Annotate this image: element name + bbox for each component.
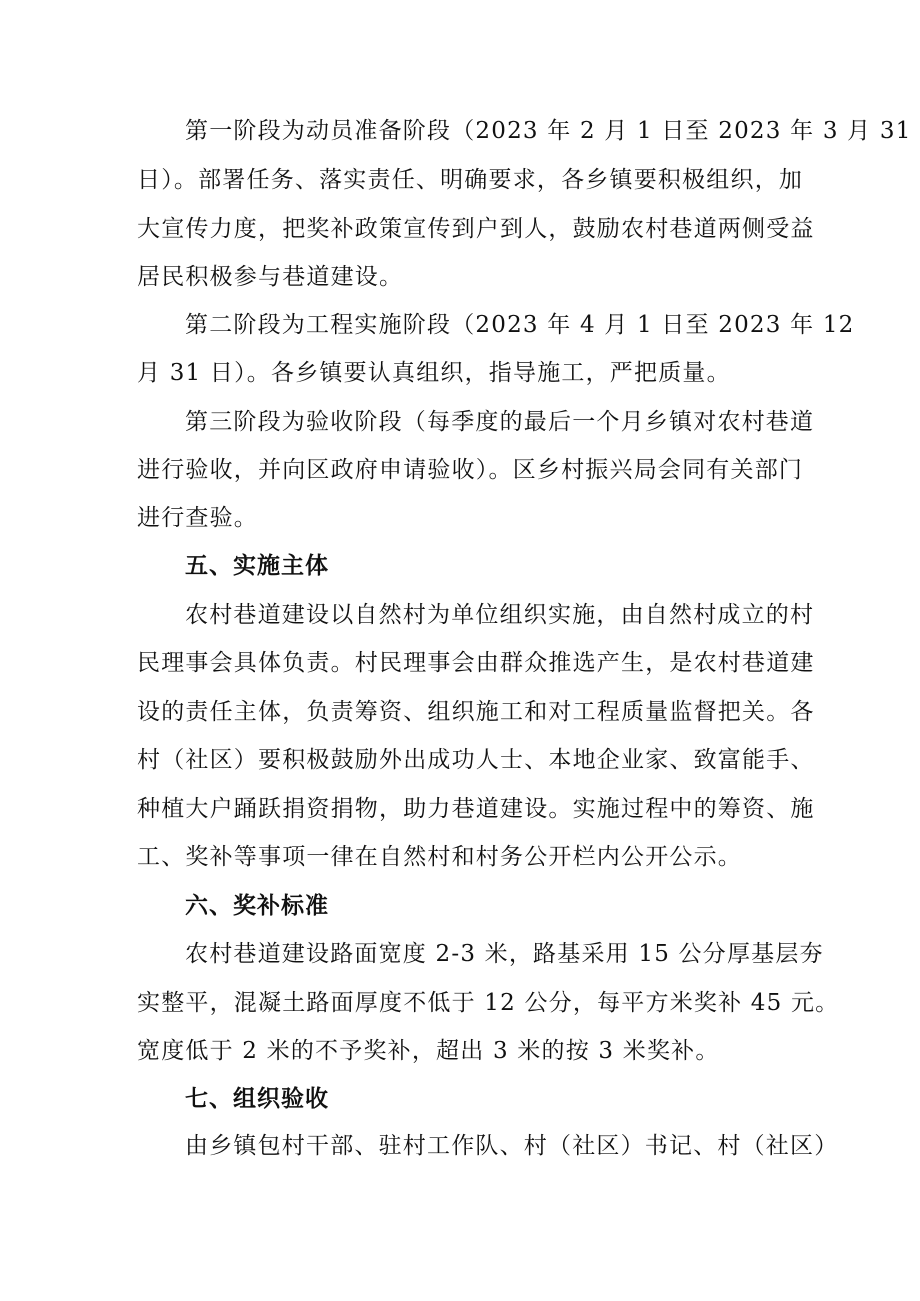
- paragraph-line: 实整平，混凝土路面厚度不低于 12 公分，每平方米奖补 45 元。: [137, 990, 840, 1016]
- paragraph-line: 种植大户踊跃捐资捐物，助力巷道建设。实施过程中的筹资、施: [137, 796, 815, 822]
- paragraph-line: 第一阶段为动员准备阶段（2023 年 2 月 1 日至 2023 年 3 月 31: [185, 118, 912, 144]
- paragraph-line: 大宣传力度，把奖补政策宣传到户到人，鼓励农村巷道两侧受益: [137, 216, 815, 242]
- paragraph-line: 第二阶段为工程实施阶段（2023 年 4 月 1 日至 2023 年 12: [185, 312, 855, 338]
- paragraph-line: 宽度低于 2 米的不予奖补，超出 3 米的按 3 米奖补。: [137, 1038, 720, 1064]
- paragraph-line: 日）。部署任务、落实责任、明确要求，各乡镇要积极组织，加: [137, 167, 804, 193]
- section-heading-5: 五、实施主体: [185, 553, 329, 579]
- paragraph-line: 村（社区）要积极鼓励外出成功人士、本地企业家、致富能手、: [137, 747, 815, 773]
- paragraph-line: 由乡镇包村干部、驻村工作队、村（社区）书记、村（社区）: [185, 1133, 839, 1159]
- paragraph-line: 进行查验。: [137, 505, 258, 531]
- section-heading-7: 七、组织验收: [185, 1086, 329, 1112]
- paragraph-line: 工、奖补等事项一律在自然村和村务公开栏内公开公示。: [137, 844, 742, 870]
- paragraph-line: 月 31 日）。各乡镇要认真组织，指导施工，严把质量。: [137, 360, 731, 386]
- paragraph-line: 设的责任主体，负责筹资、组织施工和对工程质量监督把关。各: [137, 699, 815, 725]
- paragraph-line: 第三阶段为验收阶段（每季度的最后一个月乡镇对农村巷道: [185, 409, 815, 435]
- section-heading-6: 六、奖补标准: [185, 893, 329, 919]
- paragraph-line: 农村巷道建设路面宽度 2-3 米，路基采用 15 公分厚基层夯: [185, 941, 824, 967]
- paragraph-line: 农村巷道建设以自然村为单位组织实施，由自然村成立的村: [185, 602, 815, 628]
- paragraph-line: 进行验收，并向区政府申请验收）。区乡村振兴局会同有关部门: [137, 457, 804, 483]
- paragraph-line: 民理事会具体负责。村民理事会由群众推选产生，是农村巷道建: [137, 650, 815, 676]
- paragraph-line: 居民积极参与巷道建设。: [137, 264, 404, 290]
